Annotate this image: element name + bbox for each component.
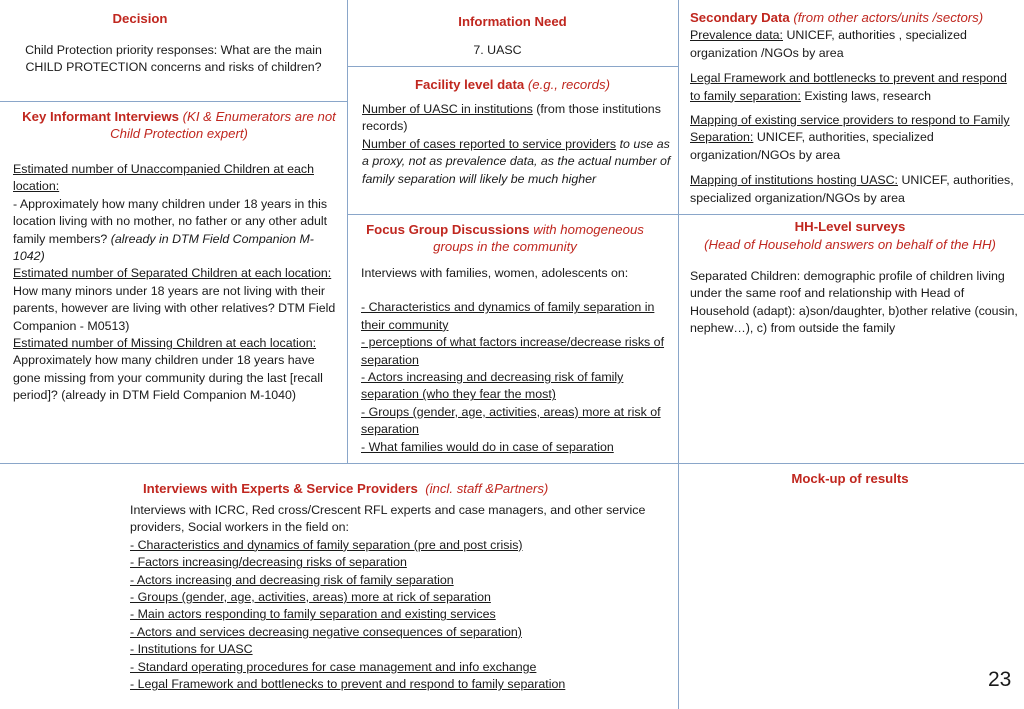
divider-h5 [0, 463, 1024, 464]
facility-cases-note: to use as a proxy, not as prevalence data, as the actual number of family separation will likely be much higher [362, 136, 671, 186]
decision-section [0, 10, 280, 27]
experts-body [130, 502, 650, 693]
hh-level-text: Separated Children: demographic profile of children living under the same roof and relationship with Head of Household (adapt): a)son/daughter, b)other relative (cousin, nephew…), c) from outside the family [690, 269, 1018, 336]
divider-h4 [678, 214, 1024, 215]
divider-v1 [347, 0, 348, 463]
mockup-section [700, 470, 1000, 487]
key-informant-heading-note: (KI & Enumerators are not Child Protection expert) [110, 109, 336, 142]
unaccompanied-text [13, 196, 341, 266]
experts-item: - Factors increasing/decreasing risks of separation [130, 555, 407, 570]
experts-heading-note: (incl. staff &Partners) [425, 481, 549, 496]
separated-label: Estimated number of Separated Children at each location: [13, 266, 332, 281]
experts-item: - Actors increasing and decreasing risk of family separation [130, 572, 454, 587]
hh-level-body [690, 268, 1020, 338]
focus-group-heading: Focus Group Discussions [366, 222, 530, 237]
missing-text: Approximately how many children under 18 years have gone missing from your community during the last [recall period]? (already in DTM Field Companion M-1040) [13, 353, 323, 403]
facility-cases [362, 136, 672, 188]
information-need-section [347, 13, 678, 60]
experts-item: - Institutions for UASC [130, 642, 253, 657]
secondary-data-item [690, 70, 1020, 105]
key-informant-body [13, 161, 341, 405]
secondary-data-heading-note: (from other actors/units /sectors) [793, 10, 984, 25]
secondary-data-heading: Secondary Data [690, 10, 790, 25]
facility-heading: Facility level data [415, 77, 525, 92]
focus-group-heading-note: with homogeneous groups in the community [433, 222, 644, 255]
facility-uasc-label: Number of UASC in institutions [362, 102, 533, 116]
experts-item: - Characteristics and dynamics of family separation (pre and post crisis) [130, 537, 523, 552]
page-number: 23 [988, 668, 1012, 691]
focus-group-body [361, 265, 675, 456]
information-need-value: 7. UASC [473, 43, 522, 58]
experts-intro: Interviews with ICRC, Red cross/Crescent RFL experts and case managers, and other service providers, Social workers in the field on: [130, 503, 646, 535]
hh-level-header [680, 218, 1020, 254]
secondary-data-section [690, 9, 1020, 207]
secondary-data-item-label: Legal Framework and bottlenecks to prevent and respond to family separation: [690, 71, 1007, 103]
secondary-data-title [690, 9, 1020, 26]
hh-level-heading-note: (Head of Household answers on behalf of the HH) [704, 237, 996, 253]
key-informant-header [20, 108, 338, 143]
information-need-heading: Information Need [458, 14, 567, 29]
hh-level-heading: HH-Level surveys [794, 219, 906, 234]
secondary-data-item-label: Mapping of existing service providers to respond to Family Separation: [690, 113, 1010, 145]
focus-group-item: - Characteristics and dynamics of family separation in their community [361, 300, 655, 332]
secondary-data-item-text: UNICEF, authorities, specialized organization/NGOs by area [690, 173, 1014, 205]
unaccompanied-label: Estimated number of Unaccompanied Children at each location: [13, 162, 314, 194]
key-informant-heading: Key Informant Interviews [22, 109, 179, 124]
experts-item: - Legal Framework and bottlenecks to prevent and respond to family separation [130, 677, 566, 692]
decision-question-line2: CHILD PROTECTION concerns and risks of children? [25, 60, 322, 75]
focus-group-item: - perceptions of what factors increase/decrease risks of separation [361, 335, 665, 367]
facility-cases-label: Number of cases reported to service providers [362, 136, 617, 151]
divider-h2 [347, 66, 678, 67]
mockup-heading: Mock-up of results [791, 471, 909, 486]
facility-body [362, 101, 672, 188]
facility-header [347, 76, 678, 93]
separated-text: How many minors under 18 years are not living with their parents, however are living with other relatives? DTM Field Companion - M0513) [13, 283, 336, 333]
secondary-data-item [690, 172, 1020, 207]
secondary-data-item-text: UNICEF, authorities , specialized organization /NGOs by area [690, 28, 967, 60]
focus-group-intro: Interviews with families, women, adolescents on: [361, 266, 629, 280]
divider-v2 [678, 0, 679, 709]
secondary-data-item-label: Prevalence data: [690, 28, 783, 43]
decision-heading: Decision [112, 11, 168, 26]
facility-heading-note: (e.g., records) [527, 77, 610, 92]
experts-item: - Actors and services decreasing negative consequences of separation) [130, 624, 522, 639]
secondary-data-item [690, 27, 1020, 62]
facility-uasc-text: (from those institutions records) [362, 102, 661, 134]
unaccompanied-ref: (already in DTM Field Companion M-1042) [13, 231, 314, 264]
decision-question-line1: Child Protection priority responses: What are the main [25, 43, 322, 57]
secondary-data-item-text: Existing laws, research [800, 88, 932, 103]
experts-header [143, 480, 663, 497]
experts-item: - Main actors responding to family separation and existing services [130, 607, 496, 622]
experts-item: - Groups (gender, age, activities, areas) more at rick of separation [130, 590, 491, 605]
experts-heading: Interviews with Experts & Service Providers [143, 481, 418, 496]
experts-item: - Standard operating procedures for case management and info exchange [130, 659, 537, 674]
divider-h3 [347, 214, 678, 215]
missing-label: Estimated number of Missing Children at each location: [13, 336, 317, 351]
facility-uasc [362, 101, 672, 136]
focus-group-header [355, 221, 655, 256]
secondary-data-item-text: UNICEF, authorities, specialized organization/NGOs by area [690, 130, 934, 162]
decision-question [0, 42, 347, 77]
focus-group-item: - What families would do in case of separation [361, 439, 614, 454]
focus-group-item: - Groups (gender, age, activities, areas) more at risk of separation [361, 404, 661, 437]
focus-group-item: - Actors increasing and decreasing risk of family separation (who they fear the most) [361, 370, 624, 402]
secondary-data-item-label: Mapping of institutions hosting UASC: [690, 173, 898, 188]
secondary-data-item [690, 112, 1020, 164]
unaccompanied-question: - Approximately how many children under 18 years in this location living with no mother, no father or any other adult family members? [13, 196, 328, 246]
divider-h1 [0, 101, 347, 102]
